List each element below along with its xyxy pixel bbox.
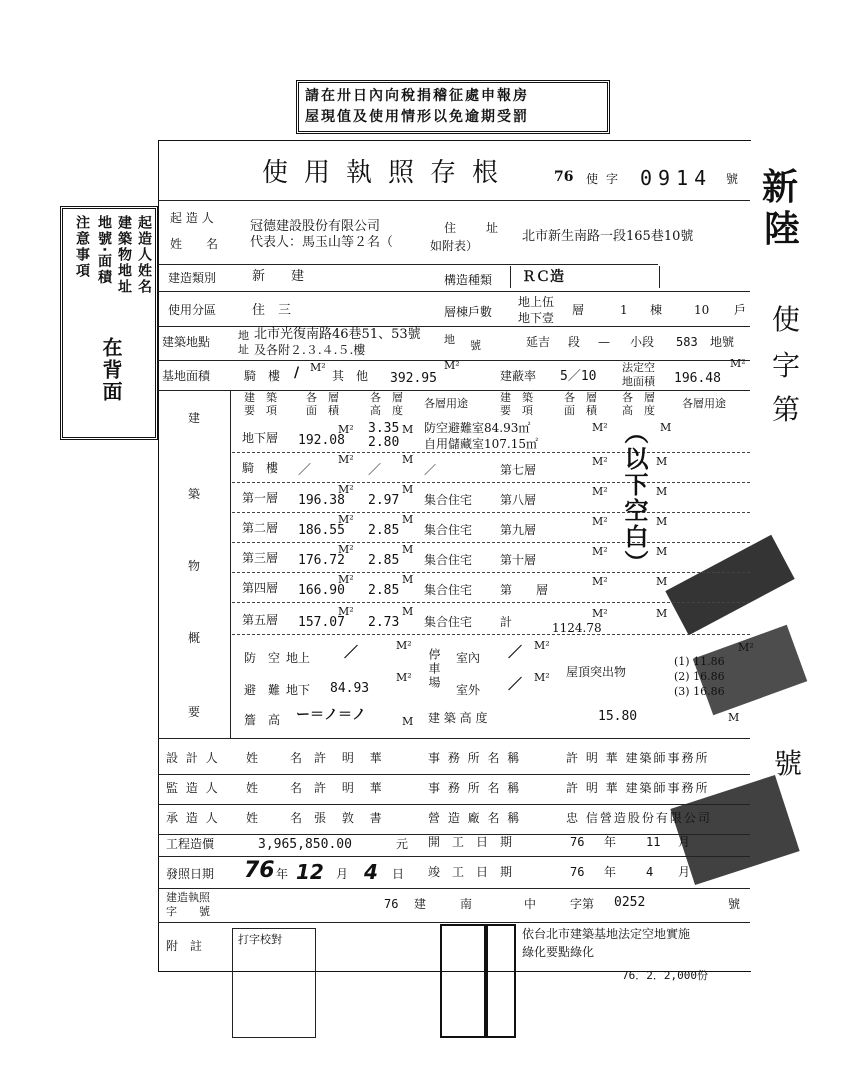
parking-label: 停車場	[427, 648, 441, 690]
done-month: 4	[646, 865, 654, 879]
lot-duan: 段	[568, 335, 581, 349]
stamp-col2: 建築物地址	[116, 215, 132, 295]
lot-label-top: 地	[444, 333, 455, 346]
rule	[158, 200, 750, 201]
tax-notice-stamp	[296, 80, 610, 134]
refuge-below: 地下	[286, 683, 311, 697]
bldg-side-5: 要	[188, 705, 201, 719]
floor-use: 防空避難室84.93㎡	[424, 421, 531, 435]
permit-hao: 號	[726, 172, 739, 186]
area-qilou: 騎 樓	[244, 369, 281, 383]
open-area-value: 196.48	[674, 371, 721, 386]
floor-name: 第四層	[242, 581, 279, 595]
notes-text1: 依台北市建築基地法定空地實施	[522, 927, 691, 941]
refuge-value: 84.93	[330, 681, 370, 696]
eave-height-unit: M	[402, 715, 414, 728]
bldg-side-4: 概	[188, 631, 201, 645]
permit-year: 76	[554, 169, 574, 185]
permit-ref-hao: 號	[728, 897, 741, 911]
shelter-above: 地上	[286, 651, 311, 665]
tax-notice-line1: 請在卅日內向稅捐稽征處申報房	[305, 88, 529, 104]
floor-height-unit-r: M	[656, 515, 668, 528]
parking-out-unit: M²	[534, 671, 550, 684]
site-prefix-top: 地	[238, 329, 249, 342]
eave-height-label: 簷 高	[244, 713, 281, 727]
cost-yuan: 元	[396, 837, 409, 851]
floor-name-r: 第七層	[500, 463, 537, 477]
floor-height: ／	[368, 463, 382, 478]
done-label: 竣工日期	[428, 865, 525, 879]
issue-yue: 月	[336, 867, 349, 881]
attention-stamp	[60, 206, 158, 440]
floor-area-unit: M²	[338, 453, 354, 466]
floor-height: 3.35	[368, 421, 400, 436]
col-head-height2: 高 度	[370, 404, 403, 417]
owner-addr-label-side: 址	[486, 221, 499, 235]
hu-count: 10	[694, 303, 710, 317]
owner-rep: 代表人：馬玉山等２名（	[250, 235, 394, 250]
floor-area: 196.38	[298, 493, 345, 508]
owner-company: 冠德建設股份有限公司	[250, 219, 381, 234]
row-rule	[232, 542, 750, 543]
person-name-label: 姓 名	[246, 781, 313, 795]
floors-below: 地下壹	[518, 311, 555, 325]
floor-height: 2.73	[368, 615, 400, 630]
floor-area-unit-r: M²	[592, 575, 608, 588]
parking-in-unit: M²	[534, 639, 550, 652]
start-label: 開工日期	[428, 835, 525, 849]
floor-height: 2.85	[368, 583, 400, 598]
person-firm: 許 明 華 建築師事務所	[566, 781, 710, 795]
col-head-area-r: 各 層	[564, 391, 597, 404]
person-name: 許 明 華	[314, 751, 388, 765]
floor-use2: 自用儲藏室107.15㎡	[424, 437, 538, 451]
floor-height-unit: M	[402, 483, 414, 496]
floor-name: 地下層	[242, 431, 279, 445]
issue-day: 4	[364, 860, 378, 884]
zone-label: 使用分區	[168, 303, 217, 317]
row-rule	[232, 572, 750, 573]
roof-val-3: (3) 16.86	[674, 685, 725, 698]
rule	[158, 888, 750, 889]
floor-area: ／	[298, 463, 312, 478]
floor-use: 集合住宅	[424, 523, 473, 537]
shelter-label: 防 空	[244, 651, 281, 665]
right-edge-char1: 新	[762, 167, 799, 208]
floor-name-r: 第八層	[500, 493, 537, 507]
site-prefix-bot: 址	[238, 343, 249, 356]
signature-box	[440, 924, 488, 1038]
start-yue: 月	[678, 835, 691, 849]
site-address1: 北市光復南路46巷51、53號	[254, 327, 421, 342]
floor-area: 192.08	[298, 433, 345, 448]
cost-label: 工程造價	[166, 837, 215, 851]
print-run: 76．2．2,000份	[622, 969, 708, 982]
rule	[158, 291, 750, 292]
floor-use: ／	[424, 463, 437, 477]
bldg-side-2: 築	[188, 487, 201, 501]
floor-area: 166.90	[298, 583, 345, 598]
floor-height-unit-r: M	[656, 607, 668, 620]
col-head-item-r: 建 築	[500, 391, 533, 404]
owner-label2: 姓 名	[170, 237, 219, 251]
seal-box	[484, 924, 516, 1038]
roof-val-2: (2) 16.86	[674, 670, 725, 683]
floor-height-unit-r: M	[656, 545, 668, 558]
rule	[158, 738, 750, 739]
open-area-unit: M²	[730, 357, 746, 370]
row-rule	[158, 774, 750, 775]
floor-name-r: 第九層	[500, 523, 537, 537]
owner-label1: 起 造 人	[170, 211, 214, 225]
floors-above: 地上伍	[518, 295, 555, 309]
area-qita-value: 392.95	[390, 371, 437, 386]
permit-ref-jian: 建	[414, 897, 427, 911]
person-name-label: 姓 名	[246, 751, 313, 765]
notes-label: 附 註	[166, 939, 203, 953]
lot-number: 583	[676, 335, 698, 349]
row-rule	[158, 804, 750, 805]
right-edge-char4: 字	[772, 349, 801, 382]
parking-in-dash: ／	[508, 645, 522, 661]
permit-zi: 字	[606, 172, 619, 186]
tax-notice-line2: 屋現值及使用情形以免逾期受罰	[305, 109, 529, 125]
col-head-area2: 面 積	[306, 404, 339, 417]
floor-area-unit: M²	[338, 513, 354, 526]
dong-count: 1	[620, 303, 628, 317]
floor-area-unit: M²	[338, 573, 354, 586]
site-label: 建築地點	[162, 335, 211, 349]
col-head-height-r2: 高 度	[622, 404, 655, 417]
roof-unit: M²	[738, 641, 754, 654]
lot-xiaoduan: 小段	[630, 335, 655, 349]
person-name-label: 姓 名	[246, 811, 313, 825]
owner-rep-note: 如附表）	[430, 239, 479, 253]
person-name: 張 敦 書	[314, 811, 388, 825]
right-edge-char5: 第	[772, 393, 801, 426]
site-address2: 及各附２.３.４.５.樓	[254, 343, 366, 357]
structure-value: ＲＣ造	[522, 269, 564, 285]
floor-area-unit-r: M²	[592, 545, 608, 558]
bcr-value: 5／10	[560, 369, 597, 384]
area-qilou-slash: /	[294, 365, 300, 381]
start-nian: 年	[604, 835, 617, 849]
bldg-height-value: 15.80	[598, 709, 638, 724]
floor-name: 第二層	[242, 521, 279, 535]
floor-height-unit-r: M	[656, 575, 668, 588]
eave-height-mark: ー＝ノ＝ノ	[296, 707, 366, 723]
done-year: 76	[570, 865, 585, 879]
parking-in: 室內	[456, 651, 481, 665]
floor-area: 157.07	[298, 615, 345, 630]
parking-out-dash: ／	[508, 677, 522, 693]
floor-height-unit-r: M	[656, 485, 668, 498]
area-qita: 其 他	[332, 369, 369, 383]
person-role: 監 造 人	[166, 781, 220, 795]
bldg-side-1: 建	[188, 411, 201, 425]
person-firm-label: 營 造 廠 名 稱	[428, 811, 522, 825]
floor-name: 騎 樓	[242, 461, 279, 475]
floor-name-r: 計	[500, 615, 513, 629]
issue-year: 76	[244, 858, 275, 883]
area-unit1: M²	[310, 361, 326, 374]
blank-note: （以下空白）	[620, 420, 648, 576]
lot-section: 延吉	[526, 335, 551, 349]
floor-name: 第三層	[242, 551, 279, 565]
floor-area: 186.55	[298, 523, 345, 538]
floor-height: 2.97	[368, 493, 400, 508]
rule	[230, 390, 231, 738]
stamp-col4: 注意事項	[74, 215, 90, 279]
floor-name: 第五層	[242, 613, 279, 627]
done-yue: 月	[678, 865, 691, 879]
row-rule	[232, 602, 750, 603]
rule	[158, 922, 750, 923]
row-rule	[232, 482, 750, 483]
lot-label-bot: 號	[470, 339, 481, 352]
col-head-item: 建 築	[244, 391, 277, 404]
floor-area-unit-r: M²	[592, 455, 608, 468]
permit-ref-zi: 字第	[570, 897, 595, 911]
floor-name-r: 第十層	[500, 553, 537, 567]
floor-area-unit-r: M²	[592, 485, 608, 498]
floors-total-value: 1124.78	[552, 621, 602, 635]
floor-use: 集合住宅	[424, 553, 473, 567]
issue-ri: 日	[392, 867, 405, 881]
person-firm-label: 事 務 所 名 稱	[428, 751, 522, 765]
lot-dash: —	[598, 335, 610, 349]
owner-address: 北市新生南路一段165巷10號	[522, 229, 694, 244]
col-head-item-r2: 要 項	[500, 404, 533, 417]
col-head-item2: 要 項	[244, 404, 277, 417]
right-edge-char2: 陸	[764, 209, 801, 250]
lot-dihao: 地號	[710, 335, 735, 349]
floor-name-r: 第 層	[500, 583, 549, 597]
stamp-col1: 起造人姓名	[136, 215, 152, 295]
person-role: 承 造 人	[166, 811, 220, 825]
form-title: 使用執照存根	[262, 158, 515, 188]
notes-text2: 綠化要點綠化	[522, 945, 595, 959]
dong-unit: 棟	[650, 303, 663, 317]
floor-height-unit: M	[402, 605, 414, 618]
start-month: 11	[646, 835, 661, 849]
refuge-unit: M²	[396, 671, 412, 684]
floor-name: 第一層	[242, 491, 279, 505]
issue-label: 發照日期	[166, 867, 215, 881]
floor-height-unit-r: M	[660, 421, 672, 434]
owner-addr-label-top: 住	[444, 221, 457, 235]
rule	[158, 326, 750, 327]
roof-label: 屋頂突出物	[566, 665, 627, 679]
floor-use: 集合住宅	[424, 615, 473, 629]
floors-label: 層棟戶數	[444, 305, 493, 319]
floor-height-unit: M	[402, 573, 414, 586]
person-firm: 許 明 華 建築師事務所	[566, 751, 710, 765]
permit-label-top: 建造執照	[166, 891, 210, 904]
permit-ref-number: 0252	[614, 895, 646, 910]
permit-label-bot: 字 號	[166, 905, 210, 918]
permit-number: 0914	[640, 166, 713, 190]
floor-area-unit-r: M²	[592, 515, 608, 528]
col-head-height-r: 各 層	[622, 391, 655, 404]
roof-val-1: (1) 11.86	[674, 655, 725, 668]
right-edge-char6: 號	[774, 747, 803, 780]
issue-month: 12	[296, 860, 324, 884]
permit-ref-year: 76	[384, 897, 399, 911]
floor-area: 176.72	[298, 553, 345, 568]
floor-area-unit-r: M²	[592, 421, 608, 434]
col-head-use: 各層用途	[424, 397, 468, 410]
start-year: 76	[570, 835, 585, 849]
refuge-label: 避 難	[244, 683, 281, 697]
floor-area-unit: M²	[338, 543, 354, 556]
zone-value: 住 三	[252, 303, 292, 318]
cost-value: 3,965,850.00	[258, 837, 352, 852]
floor-use: 集合住宅	[424, 493, 473, 507]
bcr-label: 建蔽率	[500, 369, 537, 383]
floor-area-unit: M²	[338, 483, 354, 496]
stamp-side-note: 在背面	[99, 337, 123, 403]
floor-height-unit: M	[402, 513, 414, 526]
permit-ref-zhong: 中	[524, 897, 537, 911]
parking-out: 室外	[456, 683, 481, 697]
shelter-dash: ／	[344, 645, 358, 661]
col-head-height: 各 層	[370, 391, 403, 404]
open-area-label-top: 法定空	[622, 361, 655, 374]
col-head-use-r: 各層用途	[682, 397, 726, 410]
floor-height2: 2.80	[368, 435, 400, 450]
floor-height-unit: M	[402, 423, 414, 436]
issue-nian: 年	[276, 867, 289, 881]
floor-height-unit: M	[402, 543, 414, 556]
floor-area-unit-r: M²	[592, 607, 608, 620]
rule	[158, 856, 750, 857]
right-edge-char3: 使	[772, 303, 801, 336]
floor-use: 集合住宅	[424, 583, 473, 597]
row-rule	[232, 634, 750, 635]
col-head-area-r2: 面 積	[564, 404, 597, 417]
floor-area-unit: M²	[338, 605, 354, 618]
floor-height-unit-r: M	[656, 455, 668, 468]
stamp-col3: 地號‧面積	[96, 215, 112, 286]
floor-height-unit: M	[402, 453, 414, 466]
area-unit2: M²	[444, 359, 460, 372]
floor-height: 2.85	[368, 523, 400, 538]
hu-unit: 戶	[734, 303, 747, 317]
row-rule	[232, 512, 750, 513]
person-role: 設 計 人	[166, 751, 220, 765]
shelter-unit: M²	[396, 639, 412, 652]
structure-label: 構造種類	[444, 273, 493, 287]
bldg-height-label: 建 築 高 度	[428, 711, 488, 725]
floor-height: 2.85	[368, 553, 400, 568]
person-firm-label: 事 務 所 名 稱	[428, 781, 522, 795]
bldg-side-3: 物	[188, 559, 201, 573]
row-rule	[232, 452, 750, 453]
open-area-label-bot: 地面積	[622, 375, 655, 388]
build-type-value: 新 建	[252, 269, 305, 284]
floors-ceng: 層	[572, 303, 585, 317]
rule	[158, 264, 658, 265]
person-firm: 忠 信營造股份有限公司	[566, 811, 712, 825]
floor-area-unit: M²	[338, 423, 354, 436]
proof-stamp-text: 打字校對	[238, 933, 282, 946]
permit-ref-district: 南	[460, 897, 473, 911]
bldg-height-unit: M	[728, 711, 740, 724]
area-label: 基地面積	[162, 369, 211, 383]
build-type-label: 建造類別	[168, 271, 217, 285]
person-name: 許 明 華	[314, 781, 388, 795]
done-nian: 年	[604, 865, 617, 879]
col-head-area: 各 層	[306, 391, 339, 404]
permit-type-char: 使	[586, 172, 599, 186]
